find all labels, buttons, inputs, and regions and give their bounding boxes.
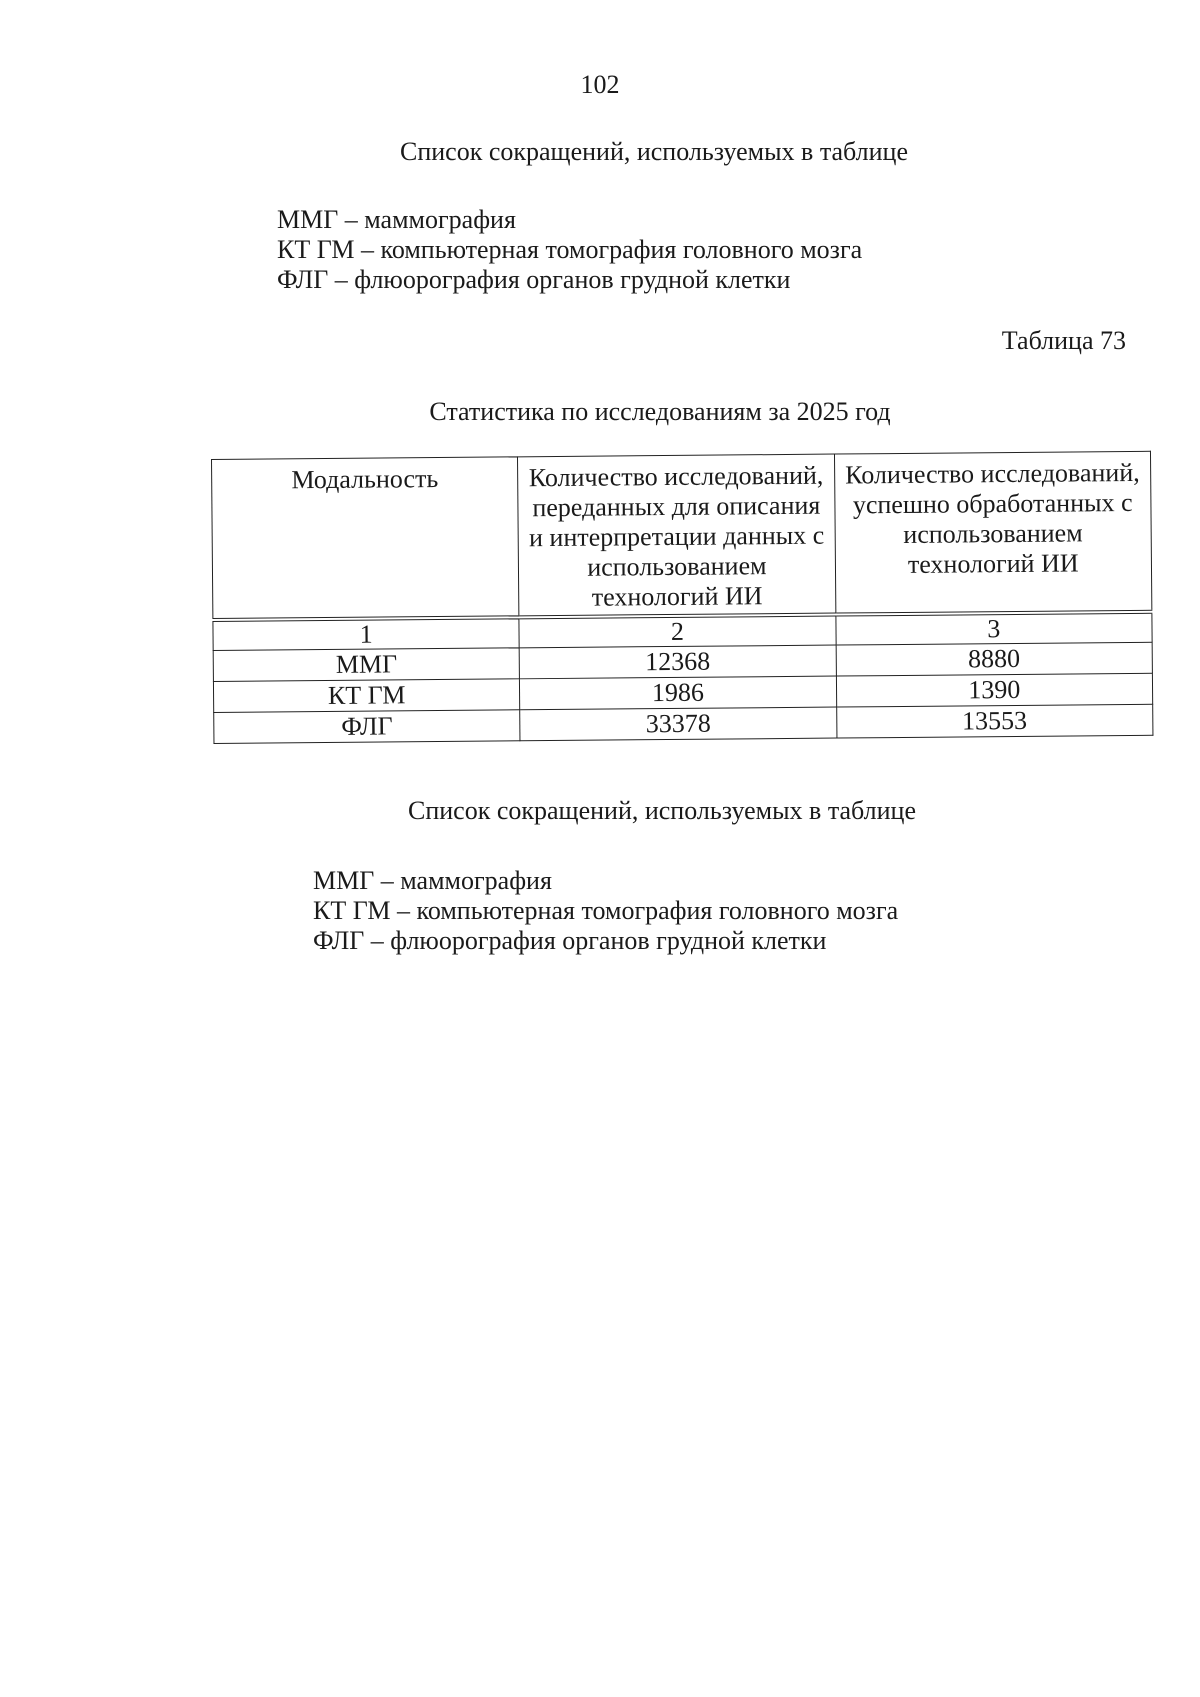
modality-cell: ФЛГ — [214, 710, 521, 744]
column-number: 3 — [835, 612, 1152, 645]
abbreviations-heading-top: Список сокращений, используемых в таблице — [400, 137, 908, 166]
table-header-row — [212, 451, 1152, 620]
sent-count-cell: 33378 — [520, 707, 837, 741]
header-sent-count: Количество исследований, переданных для описания и интерпретации данных с использованием технологий ИИ — [518, 454, 836, 617]
abbreviation-item: ФЛГ – флюорография органов грудной клетки — [313, 926, 827, 955]
header-processed-count: Количество исследований, успешно обработанных с использованием технологий ИИ — [834, 451, 1152, 614]
modality-cell: КТ ГМ — [213, 679, 520, 713]
abbreviation-item: ММГ – маммография — [313, 866, 552, 895]
page-number: 102 — [580, 70, 620, 99]
abbreviation-item: КТ ГМ – компьютерная томография головного мозга — [277, 235, 863, 264]
abbreviations-heading-bottom: Список сокращений, используемых в таблице — [408, 796, 916, 825]
processed-count-cell: 13553 — [836, 704, 1153, 738]
table-title: Статистика по исследованиям за 2025 год — [429, 397, 891, 426]
abbreviations-list-top — [277, 205, 862, 295]
abbreviation-item: КТ ГМ – компьютерная томография головного мозга — [313, 896, 899, 925]
processed-count-cell: 8880 — [836, 642, 1153, 676]
modality-cell: ММГ — [213, 648, 520, 682]
abbreviations-list-bottom — [313, 866, 898, 956]
sent-count-cell: 1986 — [520, 676, 837, 710]
table-number: Таблица 73 — [1001, 326, 1126, 355]
column-number: 1 — [213, 617, 520, 650]
processed-count-cell: 1390 — [836, 673, 1153, 707]
header-modality: Модальность — [212, 457, 520, 620]
sent-count-cell: 12368 — [519, 645, 836, 679]
abbreviation-item: ФЛГ – флюорография органов грудной клетки — [277, 265, 791, 294]
column-number: 2 — [519, 615, 836, 648]
abbreviation-item: ММГ – маммография — [277, 205, 516, 234]
statistics-table — [211, 451, 1153, 744]
